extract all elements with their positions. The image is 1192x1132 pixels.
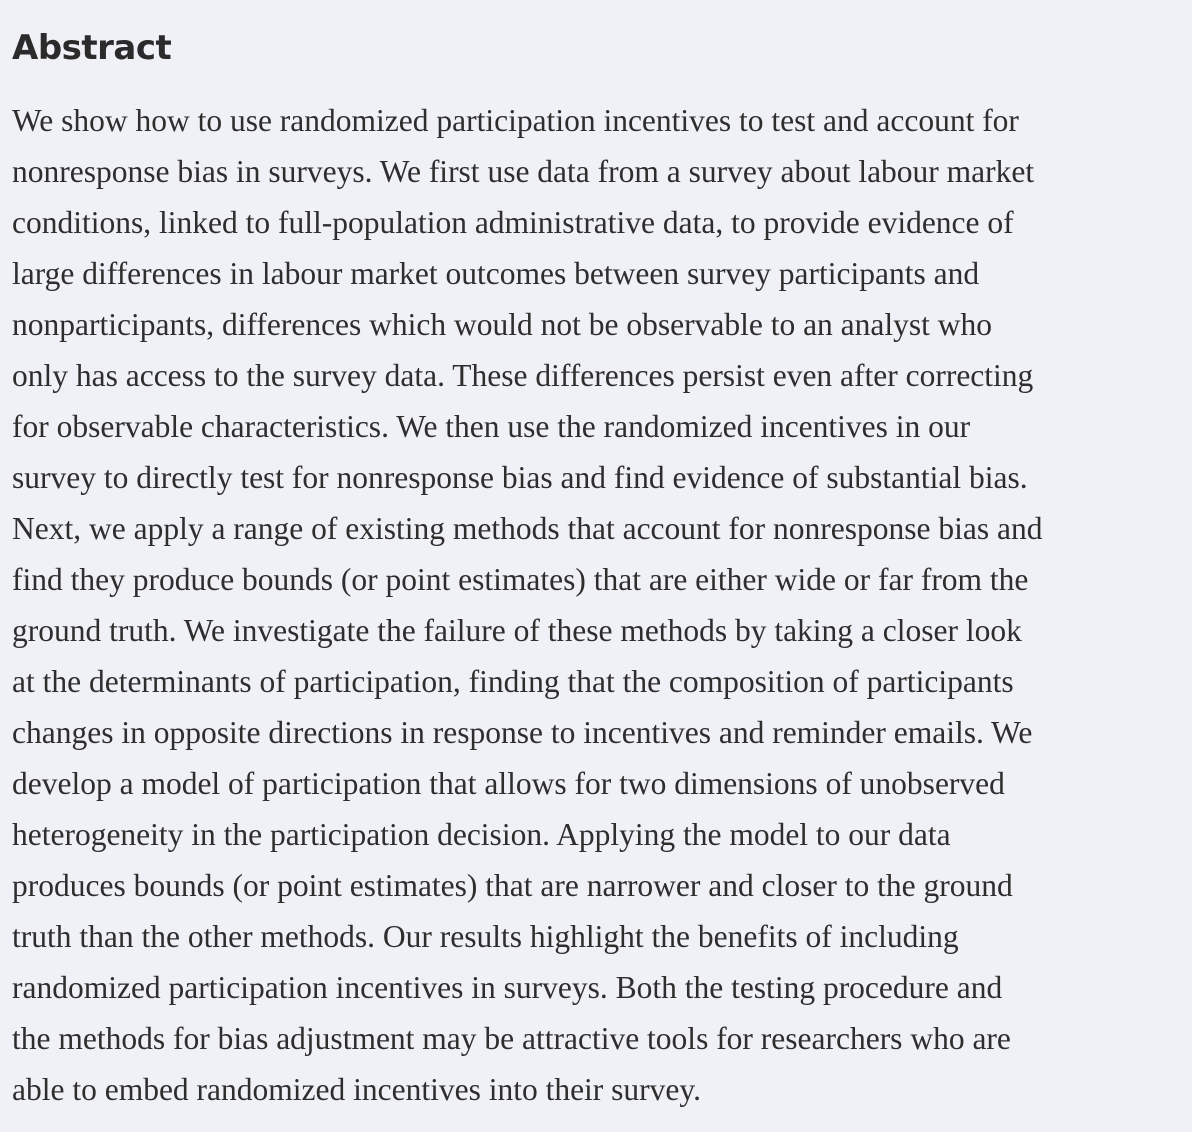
abstract-heading: Abstract <box>12 28 172 68</box>
abstract-line: survey to directly test for nonresponse bias and find evidence of substantial bias. <box>12 460 1028 495</box>
abstract-line: nonparticipants, differences which would not be observable to an analyst who <box>12 307 993 342</box>
abstract-line: find they produce bounds (or point estimates) that are either wide or far from the <box>12 562 1029 597</box>
abstract-line: for observable characteristics. We then use the randomized incentives in our <box>12 409 971 444</box>
abstract-line: We show how to use randomized participation incentives to test and account for <box>12 103 1019 138</box>
abstract-line: develop a model of participation that allows for two dimensions of unobserved <box>12 766 1005 801</box>
abstract-line: truth than the other methods. Our results highlight the benefits of including <box>12 919 959 954</box>
abstract-line: Next, we apply a range of existing methods that account for nonresponse bias and <box>12 511 1043 546</box>
abstract-line: able to embed randomized incentives into their survey. <box>12 1072 701 1107</box>
abstract-line: produces bounds (or point estimates) that are narrower and closer to the ground <box>12 868 1013 903</box>
abstract-body <box>12 95 1192 1115</box>
abstract-line: the methods for bias adjustment may be attractive tools for researchers who are <box>12 1021 1011 1056</box>
abstract-line: nonresponse bias in surveys. We first use data from a survey about labour market <box>12 154 1035 189</box>
abstract-line: changes in opposite directions in response to incentives and reminder emails. We <box>12 715 1033 750</box>
abstract-line: conditions, linked to full-population administrative data, to provide evidence of <box>12 205 1014 240</box>
abstract-line: large differences in labour market outcomes between survey participants and <box>12 256 980 291</box>
abstract-line: ground truth. We investigate the failure of these methods by taking a closer look <box>12 613 1022 648</box>
abstract-line: heterogeneity in the participation decision. Applying the model to our data <box>12 817 951 852</box>
abstract-line: only has access to the survey data. These differences persist even after correcting <box>12 358 1034 393</box>
abstract-line: randomized participation incentives in surveys. Both the testing procedure and <box>12 970 1003 1005</box>
abstract-line: at the determinants of participation, finding that the composition of participants <box>12 664 1014 699</box>
